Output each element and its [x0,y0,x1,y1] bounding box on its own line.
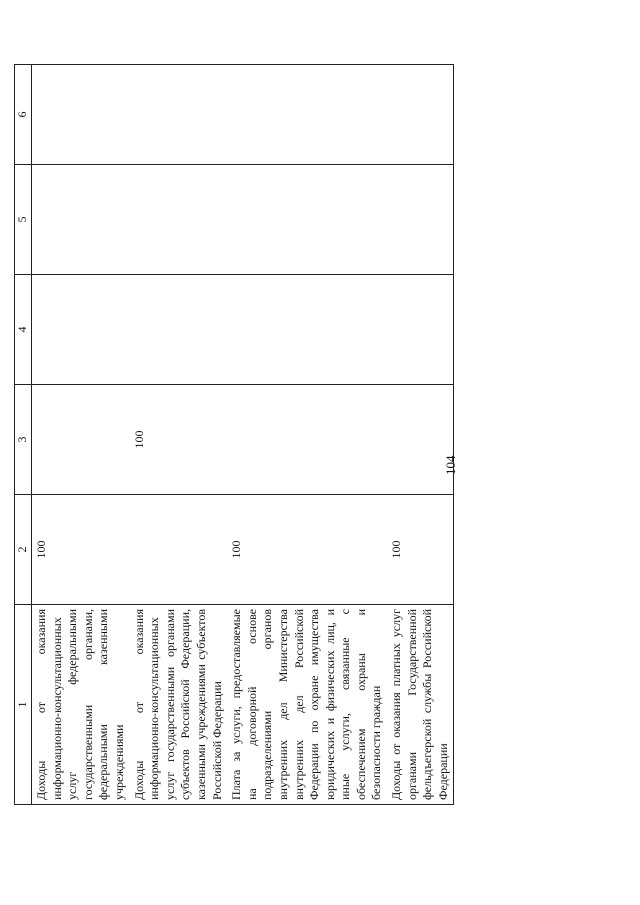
row-col6-value [227,65,387,165]
row-col5-value [32,165,130,275]
row-description: Плата за услуги, предоставляемые на договорной основе подразделениями органов внутренних дел Министерства внутренних дел Российской Федерации по охране имущества юридических и физических лиц, и иные услуги, связанные с обеспечением охраны и безопасности граждан [227,605,387,805]
row-col5-value [227,165,387,275]
table-row [32,65,130,805]
header-col-1: 1 [15,605,32,805]
row-col4-value [32,275,130,385]
table-row [387,65,454,805]
header-col-6: 6 [15,65,32,165]
row-col6-value [130,65,228,165]
row-description: Доходы от оказания платных услуг органами Государственной фельдъегерской службы Российской Федерации [387,605,454,805]
table-row [130,65,228,805]
header-row [15,65,32,805]
row-col4-value [227,275,387,385]
row-col4-value [130,275,228,385]
row-col2-value: 100 [227,495,387,605]
budget-table [14,64,454,805]
row-description: Доходы от оказания информационно-консультационных услуг государственными органами субъектов Российской Федерации, казенными учреждениями субъектов Российской Федерации [130,605,228,805]
header-col-4: 4 [15,275,32,385]
row-col3-value: 100 [130,385,228,495]
header-col-3: 3 [15,385,32,495]
row-col5-value [130,165,228,275]
table-row [227,65,387,805]
row-col2-value: 100 [387,495,454,605]
row-col5-value [387,165,454,275]
row-col2-value: 100 [32,495,130,605]
row-col6-value [387,65,454,165]
row-col2-value [130,495,228,605]
row-col3-value [32,385,130,495]
row-col3-value [227,385,387,495]
header-col-2: 2 [15,495,32,605]
row-description: Доходы от оказания информационно-консультационных услуг федеральными государственными органами, федеральными казенными учреждениями [32,605,130,805]
row-col4-value [387,275,454,385]
row-col6-value [32,65,130,165]
header-col-5: 5 [15,165,32,275]
row-col3-value [387,385,454,495]
page-number: 104 [443,455,458,475]
